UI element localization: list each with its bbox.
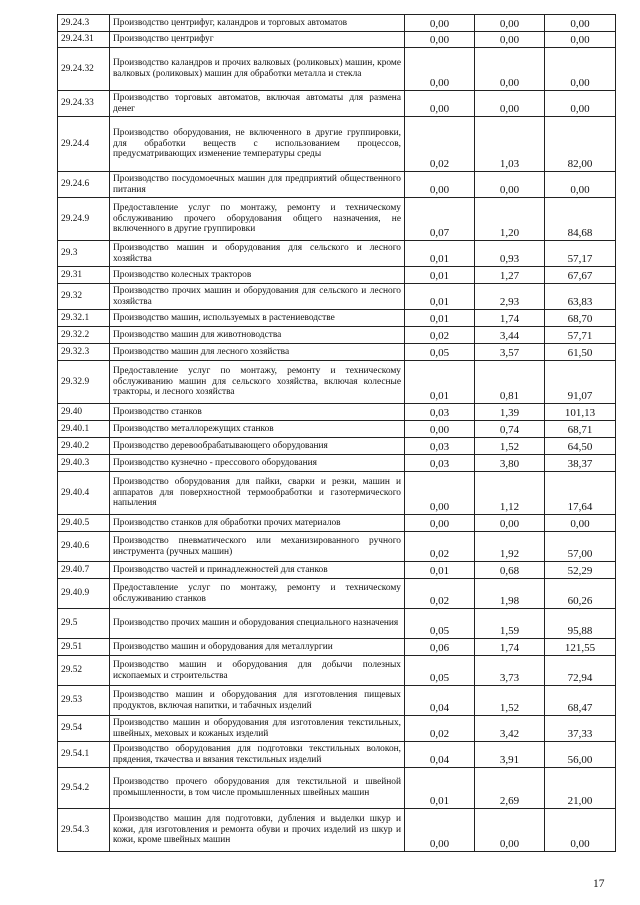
row-value-1: 0,05	[405, 609, 475, 639]
row-value-2: 1,52	[475, 686, 545, 716]
row-description: Производство прочих машин и оборудования специального назначения	[110, 609, 405, 639]
row-value-3: 84,68	[545, 198, 616, 241]
row-value-3: 101,13	[545, 404, 616, 421]
row-description: Производство прочих машин и оборудования для сельского и лесного хозяйства	[110, 284, 405, 310]
row-value-1: 0,06	[405, 639, 475, 656]
row-description: Производство колесных тракторов	[110, 267, 405, 284]
row-description: Производство металлорежущих станков	[110, 421, 405, 438]
row-value-3: 68,70	[545, 310, 616, 327]
row-value-3: 56,00	[545, 742, 616, 768]
row-value-3: 64,50	[545, 438, 616, 455]
table-row	[58, 768, 616, 809]
row-code: 29.40	[58, 404, 110, 421]
row-code: 29.40.1	[58, 421, 110, 438]
row-description: Производство деревообрабатывающего оборудования	[110, 438, 405, 455]
row-value-2: 0,00	[475, 48, 545, 91]
table-row	[58, 609, 616, 639]
table-row	[58, 32, 616, 48]
table-row	[58, 344, 616, 361]
row-value-3: 0,00	[545, 15, 616, 32]
row-code: 29.24.3	[58, 15, 110, 32]
row-value-2: 3,42	[475, 716, 545, 742]
row-value-3: 0,00	[545, 809, 616, 852]
row-value-1: 0,01	[405, 241, 475, 267]
row-value-3: 0,00	[545, 172, 616, 198]
table-row	[58, 742, 616, 768]
row-code: 29.54	[58, 716, 110, 742]
row-value-3: 61,50	[545, 344, 616, 361]
row-value-3: 82,00	[545, 117, 616, 172]
row-value-1: 0,05	[405, 656, 475, 686]
row-value-3: 57,00	[545, 532, 616, 562]
row-code: 29.40.5	[58, 515, 110, 532]
row-code: 29.40.6	[58, 532, 110, 562]
row-value-1: 0,00	[405, 48, 475, 91]
table-row	[58, 172, 616, 198]
row-description: Производство пневматического или механизированного ручного инструмента (ручных машин)	[110, 532, 405, 562]
table-row	[58, 361, 616, 404]
row-description: Предоставление услуг по монтажу, ремонту и техническому обслуживанию прочего оборудования общего назначения, не включенного в другие группировки	[110, 198, 405, 241]
row-code: 29.5	[58, 609, 110, 639]
row-value-1: 0,00	[405, 32, 475, 48]
table-row	[58, 656, 616, 686]
row-value-3: 67,67	[545, 267, 616, 284]
row-description: Производство станков	[110, 404, 405, 421]
row-description: Производство станков для обработки прочих материалов	[110, 515, 405, 532]
row-description: Предоставление услуг по монтажу, ремонту и техническому обслуживанию станков	[110, 579, 405, 609]
row-description: Производство оборудования, не включенного в другие группировки, для обработки веществ с использованием процессов, предусматривающих изменение температуры среды	[110, 117, 405, 172]
row-description: Производство центрифуг, каландров и торговых автоматов	[110, 15, 405, 32]
row-value-3: 0,00	[545, 515, 616, 532]
table-row	[58, 91, 616, 117]
row-description: Производство кузнечно - прессового оборудования	[110, 455, 405, 472]
row-value-1: 0,04	[405, 742, 475, 768]
row-value-2: 3,44	[475, 327, 545, 344]
table-row	[58, 15, 616, 32]
row-value-2: 3,73	[475, 656, 545, 686]
row-value-2: 0,00	[475, 172, 545, 198]
row-value-1: 0,00	[405, 421, 475, 438]
row-value-2: 3,80	[475, 455, 545, 472]
row-value-3: 21,00	[545, 768, 616, 809]
row-description: Производство машин и оборудования для добычи полезных ископаемых и строительства	[110, 656, 405, 686]
row-value-1: 0,01	[405, 361, 475, 404]
row-value-3: 68,71	[545, 421, 616, 438]
row-value-2: 0,74	[475, 421, 545, 438]
row-value-1: 0,02	[405, 532, 475, 562]
table-row	[58, 562, 616, 579]
table-row	[58, 310, 616, 327]
row-value-2: 0,68	[475, 562, 545, 579]
row-description: Производство машин для животноводства	[110, 327, 405, 344]
row-code: 29.54.2	[58, 768, 110, 809]
row-code: 29.24.33	[58, 91, 110, 117]
row-value-3: 68,47	[545, 686, 616, 716]
row-value-2: 3,57	[475, 344, 545, 361]
row-description: Производство машин для подготовки, дубления и выделки шкур и кожи, для изготовления и ремонта обуви и прочих изделий из шкур и кожи, кроме швейных машин	[110, 809, 405, 852]
row-description: Производство посудомоечных машин для предприятий общественного питания	[110, 172, 405, 198]
row-value-1: 0,02	[405, 716, 475, 742]
row-description: Производство прочего оборудования для текстильной и швейной промышленности, в том числе промышленных швейных машин	[110, 768, 405, 809]
row-description: Производство машин и оборудования для изготовления пищевых продуктов, включая напитки, и табачных изделий	[110, 686, 405, 716]
row-code: 29.54.1	[58, 742, 110, 768]
table-row	[58, 421, 616, 438]
row-code: 29.40.7	[58, 562, 110, 579]
table-row	[58, 532, 616, 562]
row-value-3: 37,33	[545, 716, 616, 742]
page-number: 17	[593, 878, 605, 890]
row-value-2: 1,92	[475, 532, 545, 562]
row-code: 29.54.3	[58, 809, 110, 852]
table-row	[58, 48, 616, 91]
row-value-1: 0,00	[405, 515, 475, 532]
row-value-1: 0,01	[405, 768, 475, 809]
table-row	[58, 327, 616, 344]
row-value-3: 57,17	[545, 241, 616, 267]
row-code: 29.40.4	[58, 472, 110, 515]
row-code: 29.32.2	[58, 327, 110, 344]
row-value-2: 2,93	[475, 284, 545, 310]
row-code: 29.24.6	[58, 172, 110, 198]
row-value-1: 0,03	[405, 455, 475, 472]
row-code: 29.40.2	[58, 438, 110, 455]
row-value-3: 0,00	[545, 32, 616, 48]
row-code: 29.32.3	[58, 344, 110, 361]
table-row	[58, 686, 616, 716]
row-value-2: 1,52	[475, 438, 545, 455]
row-value-1: 0,01	[405, 562, 475, 579]
row-description: Производство торговых автоматов, включая автоматы для размена денег	[110, 91, 405, 117]
row-value-1: 0,02	[405, 327, 475, 344]
row-value-2: 1,12	[475, 472, 545, 515]
row-value-1: 0,01	[405, 267, 475, 284]
row-value-2: 1,74	[475, 310, 545, 327]
row-value-1: 0,01	[405, 284, 475, 310]
row-value-3: 91,07	[545, 361, 616, 404]
row-description: Производство оборудования для пайки, сварки и резки, машин и аппаратов для поверхностной термообработки и газотермического напыления	[110, 472, 405, 515]
row-value-1: 0,05	[405, 344, 475, 361]
row-code: 29.51	[58, 639, 110, 656]
row-value-2: 3,91	[475, 742, 545, 768]
table-row	[58, 404, 616, 421]
row-value-1: 0,00	[405, 172, 475, 198]
row-value-2: 2,69	[475, 768, 545, 809]
row-code: 29.3	[58, 241, 110, 267]
row-description: Производство машин для лесного хозяйства	[110, 344, 405, 361]
row-value-2: 1,74	[475, 639, 545, 656]
row-value-3: 63,83	[545, 284, 616, 310]
row-value-1: 0,00	[405, 15, 475, 32]
row-value-2: 0,81	[475, 361, 545, 404]
row-value-2: 0,00	[475, 515, 545, 532]
row-value-1: 0,03	[405, 438, 475, 455]
row-value-2: 1,98	[475, 579, 545, 609]
data-table	[57, 14, 616, 852]
row-code: 29.32.9	[58, 361, 110, 404]
row-value-2: 1,27	[475, 267, 545, 284]
row-value-3: 52,29	[545, 562, 616, 579]
row-value-3: 72,94	[545, 656, 616, 686]
row-value-2: 1,03	[475, 117, 545, 172]
table-row	[58, 716, 616, 742]
row-value-1: 0,02	[405, 117, 475, 172]
row-value-1: 0,00	[405, 809, 475, 852]
row-code: 29.40.9	[58, 579, 110, 609]
row-value-1: 0,04	[405, 686, 475, 716]
table-row	[58, 198, 616, 241]
row-code: 29.53	[58, 686, 110, 716]
row-value-1: 0,01	[405, 310, 475, 327]
row-value-3: 38,37	[545, 455, 616, 472]
table-row	[58, 455, 616, 472]
row-value-2: 0,00	[475, 15, 545, 32]
row-value-1: 0,02	[405, 579, 475, 609]
table-row	[58, 515, 616, 532]
row-value-3: 95,88	[545, 609, 616, 639]
table-body	[58, 15, 616, 852]
row-value-3: 60,26	[545, 579, 616, 609]
table-row	[58, 639, 616, 656]
row-code: 29.32	[58, 284, 110, 310]
row-description: Производство машин, используемых в растениеводстве	[110, 310, 405, 327]
row-code: 29.24.32	[58, 48, 110, 91]
row-description: Производство центрифуг	[110, 32, 405, 48]
row-code: 29.32.1	[58, 310, 110, 327]
table-row	[58, 472, 616, 515]
row-code: 29.24.9	[58, 198, 110, 241]
row-value-3: 0,00	[545, 48, 616, 91]
table-row	[58, 241, 616, 267]
row-code: 29.40.3	[58, 455, 110, 472]
row-description: Производство частей и принадлежностей для станков	[110, 562, 405, 579]
row-code: 29.24.4	[58, 117, 110, 172]
row-value-3: 57,71	[545, 327, 616, 344]
row-code: 29.52	[58, 656, 110, 686]
table-row	[58, 284, 616, 310]
row-value-1: 0,03	[405, 404, 475, 421]
row-value-2: 1,20	[475, 198, 545, 241]
table-row	[58, 579, 616, 609]
row-description: Производство машин и оборудования для металлургии	[110, 639, 405, 656]
row-description: Производство машин и оборудования для сельского и лесного хозяйства	[110, 241, 405, 267]
row-description: Предоставление услуг по монтажу, ремонту и техническому обслуживанию машин для сельского хозяйства, включая колесные тракторы, и лесного хозяйства	[110, 361, 405, 404]
row-value-2: 1,59	[475, 609, 545, 639]
table-row	[58, 809, 616, 852]
row-code: 29.31	[58, 267, 110, 284]
row-value-2: 0,93	[475, 241, 545, 267]
row-value-3: 17,64	[545, 472, 616, 515]
row-value-1: 0,07	[405, 198, 475, 241]
row-value-2: 0,00	[475, 32, 545, 48]
row-value-1: 0,00	[405, 472, 475, 515]
row-value-2: 0,00	[475, 809, 545, 852]
row-value-3: 121,55	[545, 639, 616, 656]
row-description: Производство оборудования для подготовки текстильных волокон, прядения, ткачества и вязания текстильных изделий	[110, 742, 405, 768]
row-value-2: 0,00	[475, 91, 545, 117]
table-row	[58, 117, 616, 172]
row-value-2: 1,39	[475, 404, 545, 421]
table-row	[58, 438, 616, 455]
row-value-3: 0,00	[545, 91, 616, 117]
row-description: Производство каландров и прочих валковых (роликовых) машин, кроме валковых (роликовых) машин для обработки металла и стекла	[110, 48, 405, 91]
row-description: Производство машин и оборудования для изготовления текстильных, швейных, меховых и кожаных изделий	[110, 716, 405, 742]
row-code: 29.24.31	[58, 32, 110, 48]
table-row	[58, 267, 616, 284]
row-value-1: 0,00	[405, 91, 475, 117]
